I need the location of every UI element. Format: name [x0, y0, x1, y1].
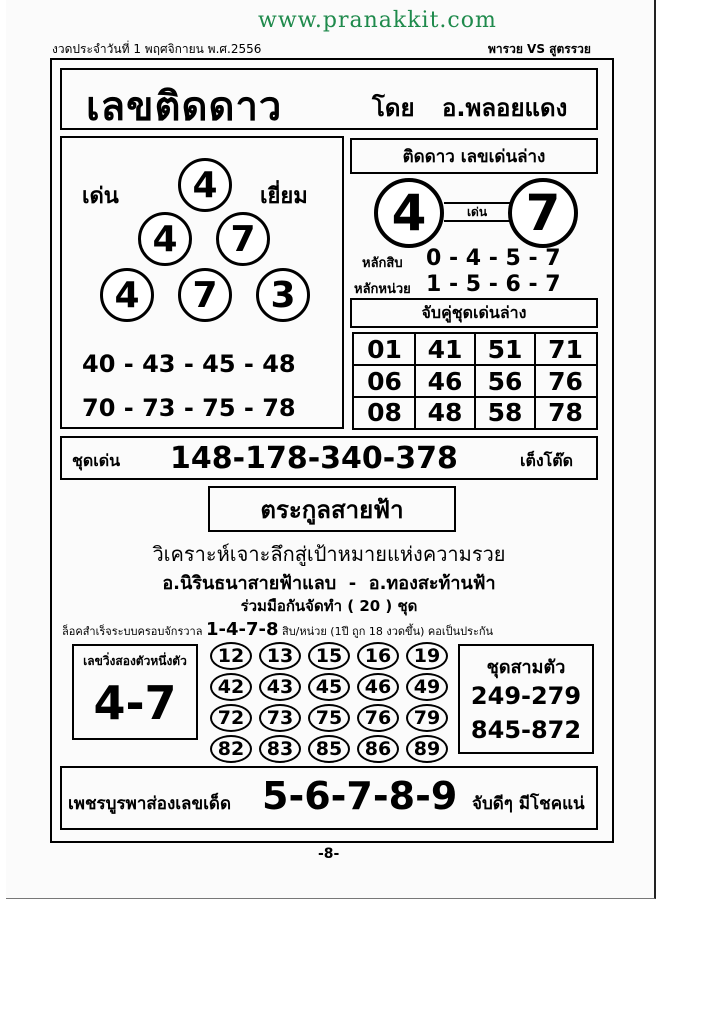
run-box	[72, 644, 198, 740]
grid-cell: 51	[487, 335, 523, 364]
lock-digits: 1-4-7-8	[205, 619, 279, 640]
tens-label: หลักสิบ	[362, 256, 403, 271]
right-title: ติดดาว เลขเด่นล่าง	[402, 146, 546, 167]
number-oval: 73	[259, 704, 301, 732]
number-oval: 15	[308, 642, 350, 670]
number-circle: 7	[178, 268, 232, 322]
grid-cell: 41	[427, 335, 463, 364]
number-oval: 89	[406, 735, 448, 763]
publication-name: พารวย VS สูตรรวย	[488, 42, 591, 56]
left-panel	[60, 136, 344, 429]
number-oval: 45	[308, 673, 350, 701]
number-oval: 85	[308, 735, 350, 763]
pairs-row-1: 40 - 43 - 45 - 48	[82, 350, 296, 378]
three-label: ชุดสามตัว	[486, 657, 566, 678]
grid-cell: 46	[427, 366, 463, 396]
run-label: เลขวิ่งสองตัวหนึ่งตัว	[83, 654, 187, 668]
number-circle: 3	[256, 268, 310, 322]
bottom-label: เพชรบูรพาส่องเลขเด็ด	[68, 794, 231, 814]
tens-value: 0 - 4 - 5 - 7	[426, 246, 561, 271]
section2-subtitle: วิเคราะห์เจาะลึกสู่เป้าหมายแห่งความรวย	[152, 542, 506, 566]
grid-cell: 06	[367, 366, 402, 396]
three-value: 249-279	[470, 682, 582, 710]
author-name: อ.พลอยแดง	[442, 94, 568, 122]
lock-prefix: ล็อคสำเร็จระบบครอบจักรวาล	[62, 625, 203, 638]
section2-title-box	[208, 486, 456, 532]
big-number-left: 4	[374, 178, 444, 248]
popular-label: เยี่ยม	[260, 184, 308, 209]
pairs-title-box	[350, 298, 598, 328]
set-row	[60, 436, 598, 480]
grid-cell: 78	[548, 398, 583, 427]
number-oval: 42	[210, 673, 252, 701]
pairs-title: จับคู่ชุดเด่นล่าง	[421, 302, 527, 322]
section2-coop: ร่วมมือกันจัดทำ ( 20 ) ชุด	[240, 597, 418, 615]
number-oval: 16	[357, 642, 399, 670]
section2-authors: อ.นิรินธนาสายฟ้าแลบ - อ.ทองสะท้านฟ้า	[162, 573, 496, 594]
number-oval: 86	[357, 735, 399, 763]
bottom-suffix: จับดีๆ มีโชคแน่	[472, 794, 585, 814]
number-oval: 13	[259, 642, 301, 670]
set-suffix: เต็งโต๊ด	[520, 451, 574, 470]
grid-cell: 58	[487, 398, 523, 427]
number-oval: 43	[259, 673, 301, 701]
grid-cell: 76	[548, 366, 583, 396]
number-oval: 72	[210, 704, 252, 732]
set-value: 148-178-340-378	[170, 441, 458, 476]
title-box	[60, 68, 598, 130]
units-value: 1 - 5 - 6 - 7	[426, 272, 561, 297]
pairs-grid	[352, 332, 598, 430]
number-oval: 83	[259, 735, 301, 763]
number-circle: 4	[138, 212, 192, 266]
units-label: หลักหน่วย	[354, 282, 411, 297]
by-label: โดย	[372, 94, 415, 122]
number-oval: 49	[406, 673, 448, 701]
number-oval: 46	[357, 673, 399, 701]
grid-cell: 48	[427, 398, 463, 427]
right-title-box	[350, 138, 598, 174]
lock-line	[62, 619, 602, 640]
set-label: ชุดเด่น	[72, 451, 121, 470]
grid-cell: 56	[487, 366, 523, 396]
run-value: 4-7	[93, 676, 177, 730]
big-number-right: 7	[508, 178, 578, 248]
link-label: เด่น	[444, 202, 510, 222]
number-oval: 75	[308, 704, 350, 732]
main-label: เด่น	[82, 184, 119, 209]
grid-cell: 71	[548, 335, 583, 364]
number-oval: 19	[406, 642, 448, 670]
draw-date: งวดประจำวันที่ 1 พฤศจิกายน พ.ศ.2556	[52, 42, 262, 56]
page-number: -8-	[318, 846, 340, 862]
lock-suffix: สิบ/หน่วย (1ปี ถูก 18 งวดขึ้น) คอเป็นประกัน	[281, 625, 494, 638]
section2-title: ตระกูลสายฟ้า	[260, 495, 404, 524]
number-oval: 82	[210, 735, 252, 763]
site-watermark: www.pranakkit.com	[258, 8, 497, 33]
grid-cell: 01	[367, 335, 402, 364]
number-oval: 12	[210, 642, 252, 670]
three-value: 845-872	[470, 716, 582, 744]
top-number-circle: 4	[178, 158, 232, 212]
pairs-row-2: 70 - 73 - 75 - 78	[82, 394, 296, 422]
number-circle: 7	[216, 212, 270, 266]
bottom-row	[60, 766, 598, 830]
grid-cell: 08	[367, 398, 402, 427]
number-oval: 76	[357, 704, 399, 732]
three-digit-box	[458, 644, 594, 754]
main-title: เลขติดดาว	[86, 84, 283, 130]
bottom-value: 5-6-7-8-9	[262, 774, 458, 818]
number-oval: 79	[406, 704, 448, 732]
number-circle: 4	[100, 268, 154, 322]
